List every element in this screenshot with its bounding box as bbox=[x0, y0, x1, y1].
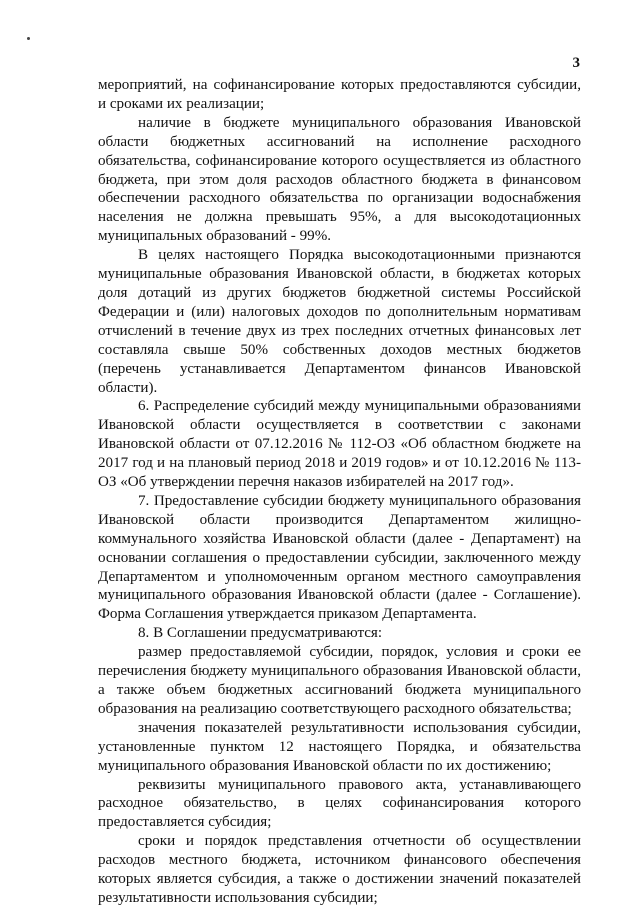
paragraph-reporting-procedure: сроки и порядок представления отчетности об осуществлении расходов местного бюджета, источником финансового обеспечения которых является субсидия, а также о достижении значений показателей результативности использования субсидии; bbox=[98, 833, 581, 906]
scan-artifact bbox=[27, 37, 30, 40]
document-body bbox=[98, 76, 581, 908]
paragraph-budget-allocation-condition: наличие в бюджете муниципального образования Ивановской области бюджетных ассигнований на исполнение расходного обязательства, софинансирование которого осуществляется из областного бюджета, при этом доля расходов областного бюджета в финансовом обеспечении расходного обязательства по организации водоснабжения населения не должна превышать 95%, а для высокодотационных муниципальных образований - 99%. bbox=[98, 114, 581, 245]
paragraph-continuation: мероприятий, на софинансирование которых предоставляются субсидии, и сроками их реализации; bbox=[98, 77, 581, 112]
paragraph-performance-indicators: значения показателей результативности использования субсидии, установленные пунктом 12 настоящего Порядка, и обязательства муниципального образования Ивановской области по их достижению; bbox=[98, 719, 581, 774]
paragraph-item-6: 6. Распределение субсидий между муниципальными образованиями Ивановской области осуществляется в соответствии с законами Ивановской области от 07.12.2016 № 112-ОЗ «Об областном бюджете на 2017 год и на плановый период 2018 и 2019 годов» и от 10.12.2016 № 113-ОЗ «Об утверждении перечня наказов избирателей на 2017 год». bbox=[98, 398, 581, 491]
paragraph-legal-act-details: реквизиты муниципального правового акта, устанавливающего расходное обязательство, в целях софинансирования которого предоставляется субсидия; bbox=[98, 776, 581, 831]
paragraph-item-7: 7. Предоставление субсидии бюджету муниципального образования Ивановской области производится Департаментом жилищно-коммунального хозяйства Ивановской области (далее - Департамент) на основании соглашения о предоставлении субсидии, заключенного между Департаментом и уполномоченным органом местного самоуправления муниципального образования Ивановской области (далее - Соглашение). Форма Соглашения утверждается приказом Департамента. bbox=[98, 492, 581, 623]
paragraph-subsidy-size: размер предоставляемой субсидии, порядок, условия и сроки ее перечисления бюджету муниципального образования Ивановской области, а также объем бюджетных ассигнований бюджета муниципального образования на реализацию соответствующего расходного обязательства; bbox=[98, 644, 581, 717]
paragraph-high-subsidy-definition: В целях настоящего Порядка высокодотационными признаются муниципальные образования Ивановской области, в бюджетах которых доля дотаций из других бюджетов бюджетной системы Российской Федерации и (или) налоговых доходов по дополнительным нормативам отчислений в течение двух из трех последних отчетных финансовых лет составляла свыше 50% собственных доходов местных бюджетов (перечень устанавливается Департаментом финансов Ивановской области). bbox=[98, 247, 581, 396]
page-number: 3 bbox=[572, 55, 580, 71]
paragraph-item-8: 8. В Соглашении предусматриваются: bbox=[138, 625, 383, 642]
